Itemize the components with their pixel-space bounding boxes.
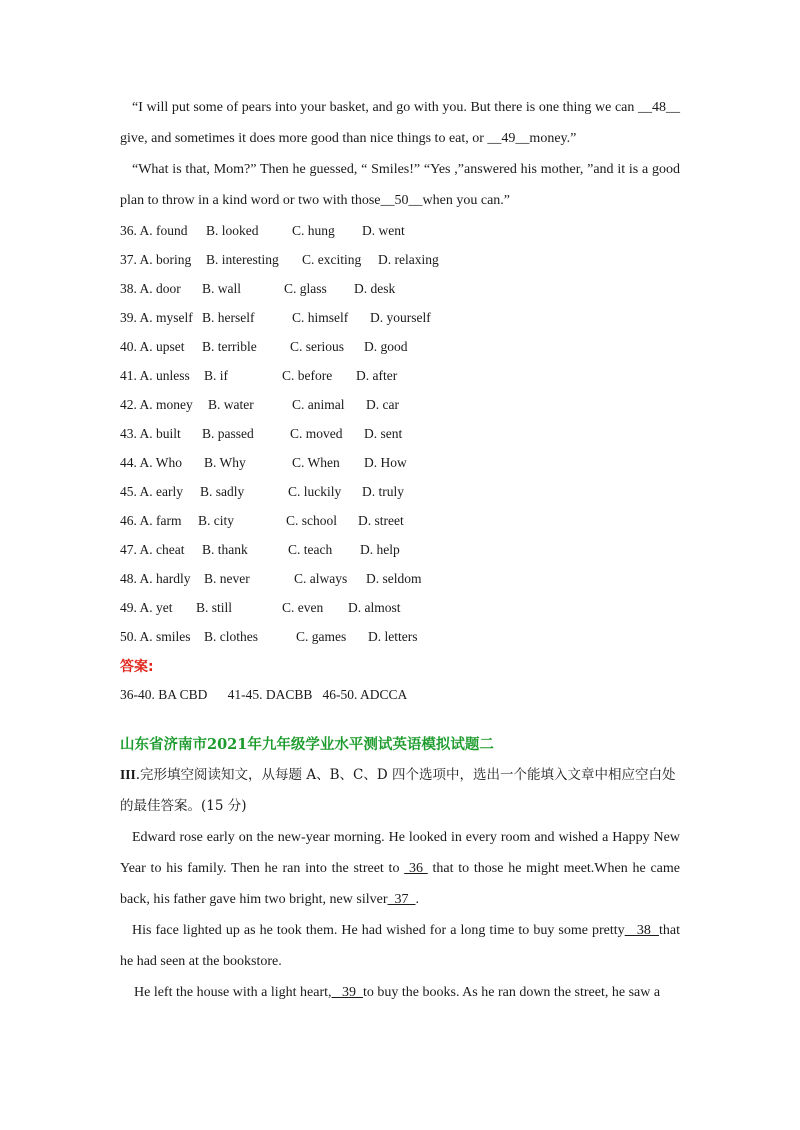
option-a: 40. A. upset [120, 339, 185, 354]
option-a: 46. A. farm [120, 513, 182, 528]
option-c: C. glass [284, 281, 327, 296]
option-c: C. himself [292, 310, 349, 325]
option-d: D. went [362, 223, 405, 238]
option-a: 43. A. built [120, 426, 181, 441]
option-row [120, 390, 680, 419]
option-b: B. wall [202, 281, 241, 296]
option-d: D. almost [348, 600, 401, 615]
option-a: 38. A. door [120, 281, 181, 296]
document-page [120, 92, 680, 1008]
option-a: 44. A. Who [120, 455, 183, 470]
option-b: B. herself [202, 310, 255, 325]
blank-39: 39 [331, 985, 363, 1000]
option-d: D. sent [364, 426, 403, 441]
paragraph-text: His face lighted up as he took them. He had wished for a long time to buy some pretty [132, 923, 625, 938]
option-row [120, 332, 680, 361]
option-b: B. sadly [200, 484, 245, 499]
options-list [120, 216, 680, 651]
option-c: C. hung [292, 223, 335, 238]
option-row [120, 477, 680, 506]
option-c: C. before [282, 368, 333, 383]
passage-paragraph [120, 822, 680, 915]
option-d: D. street [358, 513, 404, 528]
option-c: C. moved [290, 426, 343, 441]
option-b: B. water [208, 397, 254, 412]
option-a: 39. A. myself [120, 310, 193, 325]
option-d: D. good [364, 339, 408, 354]
paragraph-text: He left the house with a light heart, [134, 985, 332, 1000]
option-a: 36. A. found [120, 223, 188, 238]
option-row [120, 622, 680, 651]
option-a: 37. A. boring [120, 252, 192, 267]
option-row [120, 419, 680, 448]
option-row [120, 535, 680, 564]
option-c: C. animal [292, 397, 345, 412]
option-d: D. car [366, 397, 399, 412]
option-b: B. looked [206, 223, 259, 238]
option-row [120, 593, 680, 622]
paragraph-text: that to those he might meet.When he came back, his father gave him two bright, new silver [120, 861, 681, 907]
instructions [120, 759, 680, 822]
option-b: B. Why [204, 455, 246, 470]
option-row [120, 564, 680, 593]
answer-label: 答案: [120, 659, 154, 675]
option-b: B. city [198, 513, 234, 528]
option-a: 48. A. hardly [120, 571, 191, 586]
option-b: B. if [204, 368, 229, 383]
option-row [120, 448, 680, 477]
blank-36: 36 [404, 861, 428, 876]
option-b: B. terrible [202, 339, 257, 354]
option-b: B. passed [202, 426, 254, 441]
option-a: 50. A. smiles [120, 629, 191, 644]
passage-paragraph [120, 915, 680, 977]
option-d: D. after [356, 368, 398, 383]
option-row [120, 303, 680, 332]
option-c: C. When [292, 455, 340, 470]
option-row [120, 506, 680, 535]
option-row [120, 245, 680, 274]
section-number: III [120, 767, 136, 782]
paragraph-text: that he had seen at the bookstore. [120, 923, 680, 969]
option-c: C. serious [290, 339, 344, 354]
answer-key: 36-40. BA CBD 41-45. DACBB 46-50. ADCCA [120, 687, 408, 702]
option-a: 42. A. money [120, 397, 193, 412]
option-d: D. relaxing [378, 252, 439, 267]
section-title: 山东省济南市2021年九年级学业水平测试英语模拟试题二 [120, 736, 494, 753]
option-c: C. games [296, 629, 347, 644]
passage-paragraph: “What is that, Mom?” Then he guessed, “ Smiles!” “Yes ,”answered his mother, ”and it is a good plan to throw in a kind word or two with those__50__when you can.” [120, 162, 680, 208]
passage-paragraph [120, 977, 680, 1008]
paragraph-text: to buy the books. As he ran down the street, he saw a [363, 985, 661, 1000]
option-b: B. never [204, 571, 250, 586]
option-c: C. teach [288, 542, 333, 557]
option-d: D. help [360, 542, 400, 557]
option-c: C. luckily [288, 484, 342, 499]
option-c: C. exciting [302, 252, 362, 267]
option-c: C. even [282, 600, 324, 615]
option-a: 47. A. cheat [120, 542, 185, 557]
option-d: D. letters [368, 629, 418, 644]
option-c: C. school [286, 513, 338, 528]
option-row [120, 361, 680, 390]
blank-38: 38 [624, 923, 659, 938]
option-b: B. still [196, 600, 233, 615]
passage-paragraph: “I will put some of pears into your basket, and go with you. But there is one thing we can __48__ give, and sometimes it does more good than nice things to eat, or __49__money.” [120, 100, 680, 146]
option-a: 49. A. yet [120, 600, 173, 615]
option-d: D. seldom [366, 571, 422, 586]
option-a: 41. A. unless [120, 368, 190, 383]
option-row [120, 216, 680, 245]
option-a: 45. A. early [120, 484, 183, 499]
option-d: D. desk [354, 281, 396, 296]
option-row [120, 274, 680, 303]
option-d: D. How [364, 455, 407, 470]
paragraph-text: . [415, 892, 419, 907]
option-d: D. yourself [370, 310, 431, 325]
paragraph-text: Edward rose early on the new-year morning. He looked in every room and wished a Happy New Year to his family. Then he ran into the street to [120, 830, 680, 876]
option-b: B. clothes [204, 629, 258, 644]
instructions-text: .完形填空阅读知文，从每题 A、B、C、D 四个选项中，选出一个能填入文章中相应空白处的最佳答案。(15 分) [120, 767, 676, 814]
option-d: D. truly [362, 484, 404, 499]
blank-37: 37 [387, 892, 416, 907]
option-b: B. thank [202, 542, 248, 557]
option-b: B. interesting [206, 252, 279, 267]
option-c: C. always [294, 571, 348, 586]
